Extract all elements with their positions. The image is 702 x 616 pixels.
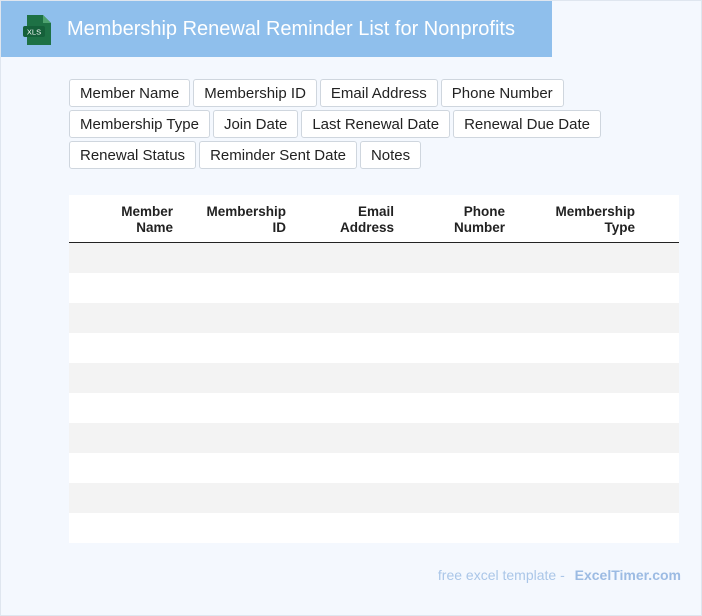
column-header-line: Email	[357, 204, 394, 219]
field-chip-renewal-due-date[interactable]: Renewal Due Date	[453, 110, 601, 138]
page-title: Membership Renewal Reminder List for Nonprofits	[67, 18, 515, 40]
column-header-line: Member	[121, 204, 173, 219]
field-chip-notes[interactable]: Notes	[360, 141, 421, 169]
xls-icon-label: XLS	[26, 27, 42, 37]
table-row[interactable]	[69, 423, 679, 453]
field-chip-email-address[interactable]: Email Address	[320, 79, 438, 107]
footer-credit	[438, 567, 681, 583]
table-row[interactable]	[69, 393, 679, 423]
field-chip-phone-number[interactable]: Phone Number	[441, 79, 564, 107]
field-chip-renewal-status[interactable]: Renewal Status	[69, 141, 196, 169]
column-header-phone-number[interactable]	[454, 204, 505, 236]
column-header-email-address[interactable]	[340, 204, 394, 236]
table-header	[69, 195, 679, 243]
table-row[interactable]	[69, 513, 679, 543]
table-row[interactable]	[69, 363, 679, 393]
table-row[interactable]	[69, 453, 679, 483]
column-header-line: ID	[272, 220, 286, 235]
field-chip-reminder-sent-date[interactable]: Reminder Sent Date	[199, 141, 357, 169]
column-header-line: Phone	[463, 204, 505, 219]
field-chip-last-renewal-date[interactable]: Last Renewal Date	[301, 110, 450, 138]
footer-brand-link[interactable]: ExcelTimer.com	[574, 567, 681, 583]
column-header-line: Membership	[206, 204, 286, 219]
column-header-line: Membership	[555, 204, 635, 219]
column-header-line: Name	[136, 220, 173, 235]
table-row[interactable]	[69, 303, 679, 333]
field-chip-join-date[interactable]: Join Date	[213, 110, 298, 138]
column-header-line: Address	[339, 220, 394, 235]
table-row[interactable]	[69, 483, 679, 513]
footer-prefix: free excel template -	[437, 567, 565, 583]
xls-file-icon	[23, 15, 51, 45]
table-row[interactable]	[69, 333, 679, 363]
column-header-membership-id[interactable]	[206, 204, 286, 236]
table-row[interactable]	[69, 273, 679, 303]
column-header-membership-type[interactable]	[555, 204, 635, 236]
field-chip-member-name[interactable]: Member Name	[69, 79, 190, 107]
field-chip-membership-id[interactable]: Membership ID	[193, 79, 317, 107]
table-row[interactable]	[69, 243, 679, 273]
field-chip-list	[69, 79, 629, 169]
field-chip-membership-type[interactable]: Membership Type	[69, 110, 210, 138]
column-header-line: Type	[604, 220, 635, 235]
title-bar	[1, 1, 552, 57]
column-header-line: Number	[453, 220, 505, 235]
member-table	[69, 195, 679, 543]
column-header-member-name[interactable]	[121, 204, 173, 236]
